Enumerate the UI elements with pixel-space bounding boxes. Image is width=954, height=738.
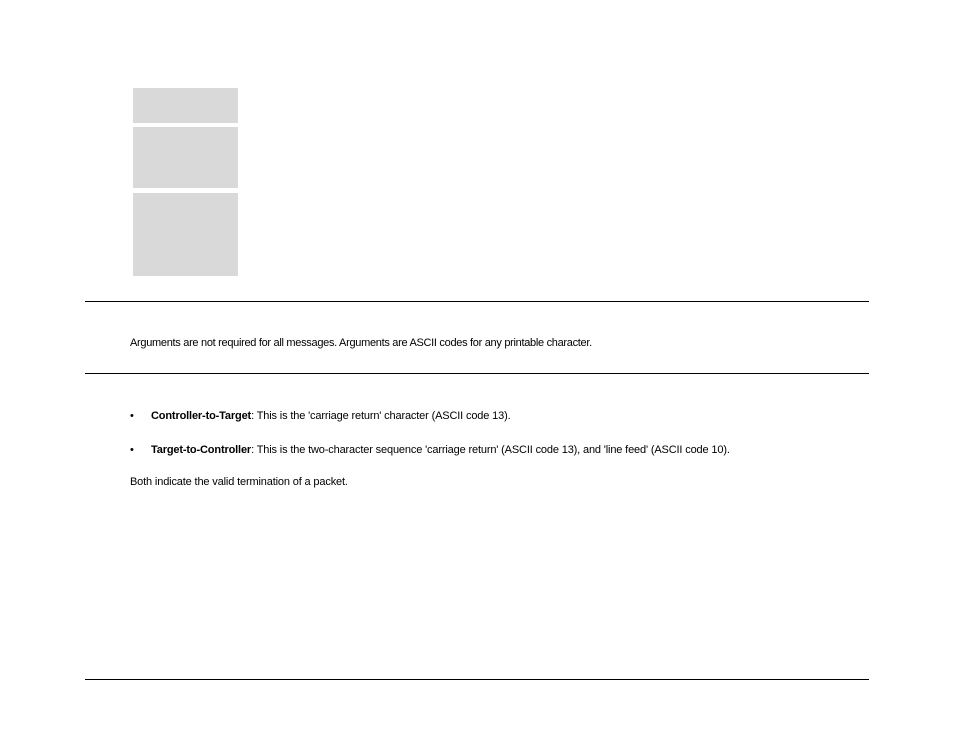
list-item-term: Controller-to-Target: [151, 410, 252, 422]
summary-paragraph: Both indicate the valid termination of a packet.: [130, 476, 348, 488]
bullet-icon: •: [130, 410, 134, 422]
section-divider: [85, 301, 869, 302]
list-item: [130, 409, 511, 423]
table-cell: [133, 127, 238, 188]
footer-divider: [85, 679, 869, 680]
table-cell: [133, 193, 238, 276]
list-item-description: : This is the 'carriage return' character (ASCII code 13).: [251, 410, 511, 422]
arguments-paragraph: Arguments are not required for all messages. Arguments are ASCII codes for any printable character.: [130, 337, 592, 349]
list-item: [130, 443, 730, 457]
list-item-term: Target-to-Controller: [151, 444, 252, 456]
section-divider: [85, 373, 869, 374]
list-item-description: : This is the two-character sequence 'carriage return' (ASCII code 13), and 'line feed' (ASCII code 10).: [251, 444, 730, 456]
bullet-icon: •: [130, 444, 134, 456]
table-cell: [133, 88, 238, 123]
